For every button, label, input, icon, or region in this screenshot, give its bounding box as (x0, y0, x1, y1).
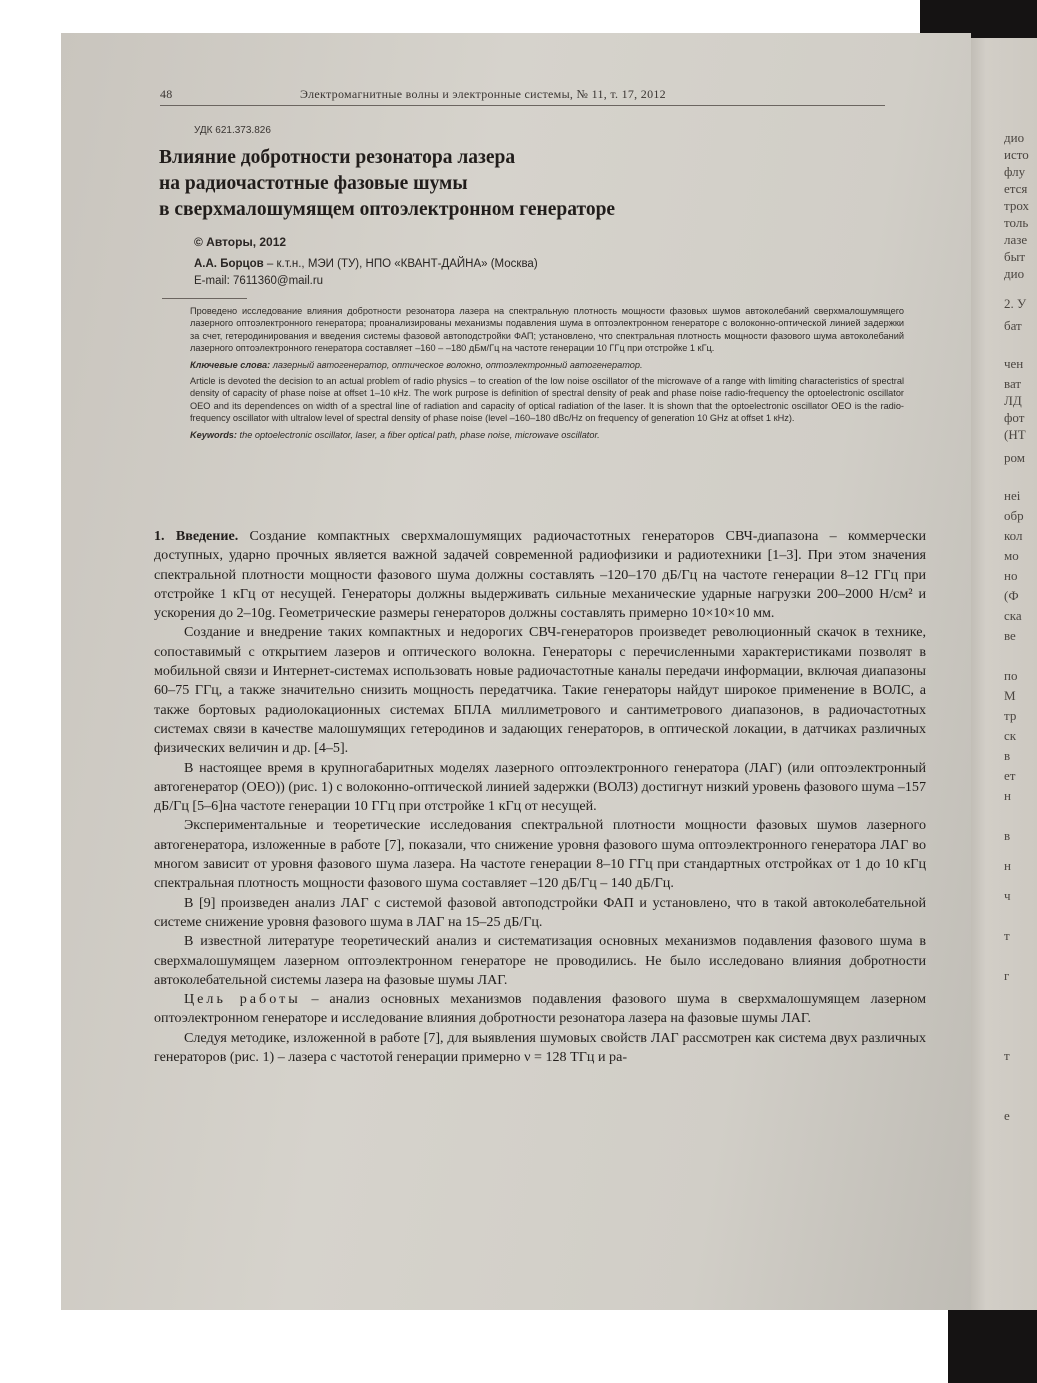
adjacent-page-text: по (1004, 668, 1018, 683)
paragraph-text: – анализ основных механизмов подавления фазового шума в сверхмалошумящем лазерном оптоэлектронном генераторе и исследование влияния добротности резонатора лазера на фазовые шумы ЛАГ. (154, 991, 926, 1027)
body-paragraph: Экспериментальные и теоретические исследования спектральной плотности мощности фазовых шумов лазерного автогенератора, изложенные в работе [7], показали, что снижение уровня фазового шума оптоэлектронного генератора ЛАГ во многом зависит от уровня фазового шума лазера. На частоте генерации 8–10 ГГц при стандартных отстройках от 1 до 10 кГц спектральная плотность мощности фазового шума составляет –120 дБ/Гц – 140 дБ/Гц. (154, 817, 926, 892)
abstract-en: Article is devoted the decision to an actual problem of radio physics – to creation of the low noise oscillator of the microwave of a range with limiting characteristics of spectral density of capacity of phase noise at offset 1–10 кHz. The work purpose is definition of spectral density of peak and phase noise radio-frequency the optoelectronic oscillator OEO and its dependences on width of a spectral line of radiation and capacity of optical radiation of the laser. It is shown that the optoelectronic oscillator OEO is the radio-frequency oscillator with ultralow level of spectral density of phase noise (level –160–180 dBc/Hz on frequency of generation 10 GHz at offset 1 кHz). (190, 376, 904, 424)
keywords-en-text: the optoelectronic oscillator, laser, a fiber optical path, phase noise, microwave oscillator. (236, 429, 600, 440)
adjacent-page-text: ч (1004, 888, 1011, 903)
adjacent-page-text: н (1004, 788, 1011, 803)
header-rule (160, 105, 885, 106)
adjacent-page-text: (НТ (1004, 427, 1026, 442)
adjacent-page-text: ве (1004, 628, 1016, 643)
scan-margin-top (0, 0, 920, 33)
body-paragraph (154, 990, 926, 1029)
adjacent-page-text: обр (1004, 508, 1024, 523)
adjacent-page-text: е (1004, 1108, 1010, 1123)
adjacent-page-text: в (1004, 748, 1011, 763)
author-email: E-mail: 7611360@mail.ru (194, 275, 324, 287)
adjacent-page-text: ват (1004, 376, 1022, 391)
paragraph-text: Создание компактных сверхмалошумящих радиочастотных генераторов СВЧ-диапазона – коммерчески доступных, ударно прочных является важной задачей современной радиофизики и радиотехники [1–3]. При этом значения спектральной плотности мощности фазового шума должны составлять –120–170 дБ/Гц на частоте генерации 8–12 ГГц при отстройке 1 кГц от несущей. Генераторы должны выдерживать сильные механические ударные нагрузки 200–2000 Н/см² и ускорения до 2–10g. Геометрические размеры генераторов должны составлять примерно 10×10×10 мм. (154, 528, 926, 622)
body-paragraph (154, 527, 926, 623)
copyright-line: © Авторы, 2012 (194, 235, 287, 249)
goal-label: Цель работы (184, 991, 301, 1008)
adjacent-page-text: кол (1004, 528, 1023, 543)
title-line: Влияние добротности резонатора лазера (159, 147, 516, 168)
author-name: А.А. Борцов (194, 258, 264, 270)
keywords-en (190, 429, 904, 441)
adjacent-page-text: дио (1004, 130, 1025, 145)
title-line: в сверхмалошумящем оптоэлектронном генераторе (159, 199, 616, 220)
adjacent-page-text: трох (1004, 198, 1030, 213)
journal-title: Электромагнитные волны и электронные системы, № 11, т. 17, 2012 (300, 87, 666, 101)
body-paragraph: В настоящее время в крупногабаритных моделях лазерного оптоэлектронного генератора (ЛАГ) (или оптоэлектронный автогенератор (OEO)) (рис. 1) с волоконно-оптической линией задержки (ВОЛЗ) достигнут низкий уровень фазового шума –157 дБ/Гц [5–6]на частоте генерации 10 ГГц при отстройке 1 кГц от несущей. (154, 759, 926, 815)
udc-code: УДК 621.373.826 (194, 125, 271, 136)
adjacent-page-text: М (1004, 688, 1016, 703)
abstract-ru: Проведено исследование влияния добротности резонатора лазера на спектральную плотность мощности фазовых шумов автоколебаний сверхмалошумящего лазерного оптоэлектронного генератора; проанализированы механизмы подавления шума в оптоэлектронном генераторе с волоконно-оптической линией задержки за счет, гетеродинирования и введения системы фазовой автоподстройки ФАП; установлено, что спектральная плотность мощности фазового шума автоколебаний лазерного оптоэлектронного генератора составляет –160 – –180 дБм/Гц на частоте генерации 10 ГГц при отстройке 1 кГц. (190, 306, 904, 354)
adjacent-page-text: г (1004, 968, 1010, 983)
body-paragraph: В [9] произведен анализ ЛАГ с системой фазовой автоподстройки ФАП и установлено, что в такой автоколебательной системе снижение уровня фазового шума в ЛАГ на 15–25 дБ/Гц. (154, 894, 926, 930)
adjacent-page-text: т (1004, 1048, 1010, 1063)
article-body (154, 527, 926, 1067)
adjacent-page-text: 2. У (1004, 296, 1027, 311)
adjacent-page-text: ет (1004, 768, 1016, 783)
adjacent-page-text: ЛД (1004, 393, 1022, 408)
adjacent-page-text: н (1004, 858, 1011, 873)
body-paragraph: Создание и внедрение таких компактных и недорогих СВЧ-генераторов произведет революционный скачок в технике, сопоставимый с открытием лазеров и оптического волокна. Генераторы с перечисленными характеристиками позволят в мобильной связи и Интернет-системах использовать новые радиочастотные каналы передачи информации, включая диапазоны 60–75 ГГц, а также значительно снизить мощность передатчика. Такие генераторы найдут широкое применение в ВОЛС, а также бортовых радиолокационных системах БПЛА миллиметрового и сантиметрового диапазонов, в радиочастотных системах связи в качестве малошумящих гетеродинов и задающих генераторов, в оптической локации, в датчиках различных физических величин и др. [4–5]. (154, 624, 926, 757)
adjacent-page-text: флу (1004, 164, 1026, 179)
abstract-block (190, 305, 904, 445)
body-paragraph: Следуя методике, изложенной в работе [7], для выявления шумовых свойств ЛАГ рассмотрен как система двух различных генераторов (рис. 1) – лазера с частотой генерации примерно ν = 128 ТГц и ра- (154, 1029, 926, 1066)
adjacent-page-text: неі (1004, 488, 1021, 503)
adjacent-page-text: в (1004, 828, 1011, 843)
keywords-ru-text: лазерный автогенератор, оптическое волокно, оптоэлектронный автогенератор. (270, 359, 643, 370)
section-heading: 1. Введение. (154, 528, 239, 544)
adjacent-page-text: мо (1004, 548, 1019, 563)
adjacent-page-text: исто (1004, 147, 1029, 162)
adjacent-page-text: ска (1004, 608, 1022, 623)
adjacent-page-edge (964, 38, 1037, 1310)
separator-rule (162, 298, 247, 299)
adjacent-page-text: дио (1004, 266, 1025, 281)
keywords-ru (190, 359, 904, 371)
body-paragraph: В известной литературе теоретический анализ и систематизация основных механизмов подавления фазового шума в сверхмалошумящем лазерном оптоэлектронном генераторе не проводились. Не было исследовано влияния добротности автоколебательной системы лазера на фазовые шумы ЛАГ. (154, 933, 926, 988)
adjacent-page-text: лазе (1004, 232, 1028, 247)
adjacent-page-text: тр (1004, 708, 1017, 723)
adjacent-page-text: бат (1004, 318, 1022, 333)
adjacent-page-text: ск (1004, 728, 1017, 743)
adjacent-page-text: чен (1004, 356, 1024, 371)
scan-margin-left (0, 33, 61, 1383)
keywords-ru-label: Ключевые слова: (190, 359, 271, 370)
author-affiliation: – к.т.н., МЭИ (ТУ), НПО «КВАНТ-ДАЙНА» (Москва) (263, 258, 538, 270)
adjacent-page-text: фот (1004, 410, 1025, 425)
adjacent-page-text: но (1004, 568, 1018, 583)
adjacent-page-text: ром (1004, 450, 1025, 465)
adjacent-page-text: (Ф (1004, 588, 1019, 603)
adjacent-page-text: т (1004, 928, 1010, 943)
adjacent-page-text: быт (1004, 249, 1026, 264)
scan-margin-bottom (0, 1310, 948, 1383)
author-line (194, 258, 538, 270)
page-number: 48 (160, 87, 173, 101)
keywords-en-label: Keywords: (190, 429, 237, 440)
article-title (159, 145, 799, 223)
title-line: на радиочастотные фазовые шумы (159, 173, 468, 194)
adjacent-page-text: ется (1004, 181, 1028, 196)
document-page (61, 33, 971, 1310)
adjacent-page-text: толь (1004, 215, 1029, 230)
